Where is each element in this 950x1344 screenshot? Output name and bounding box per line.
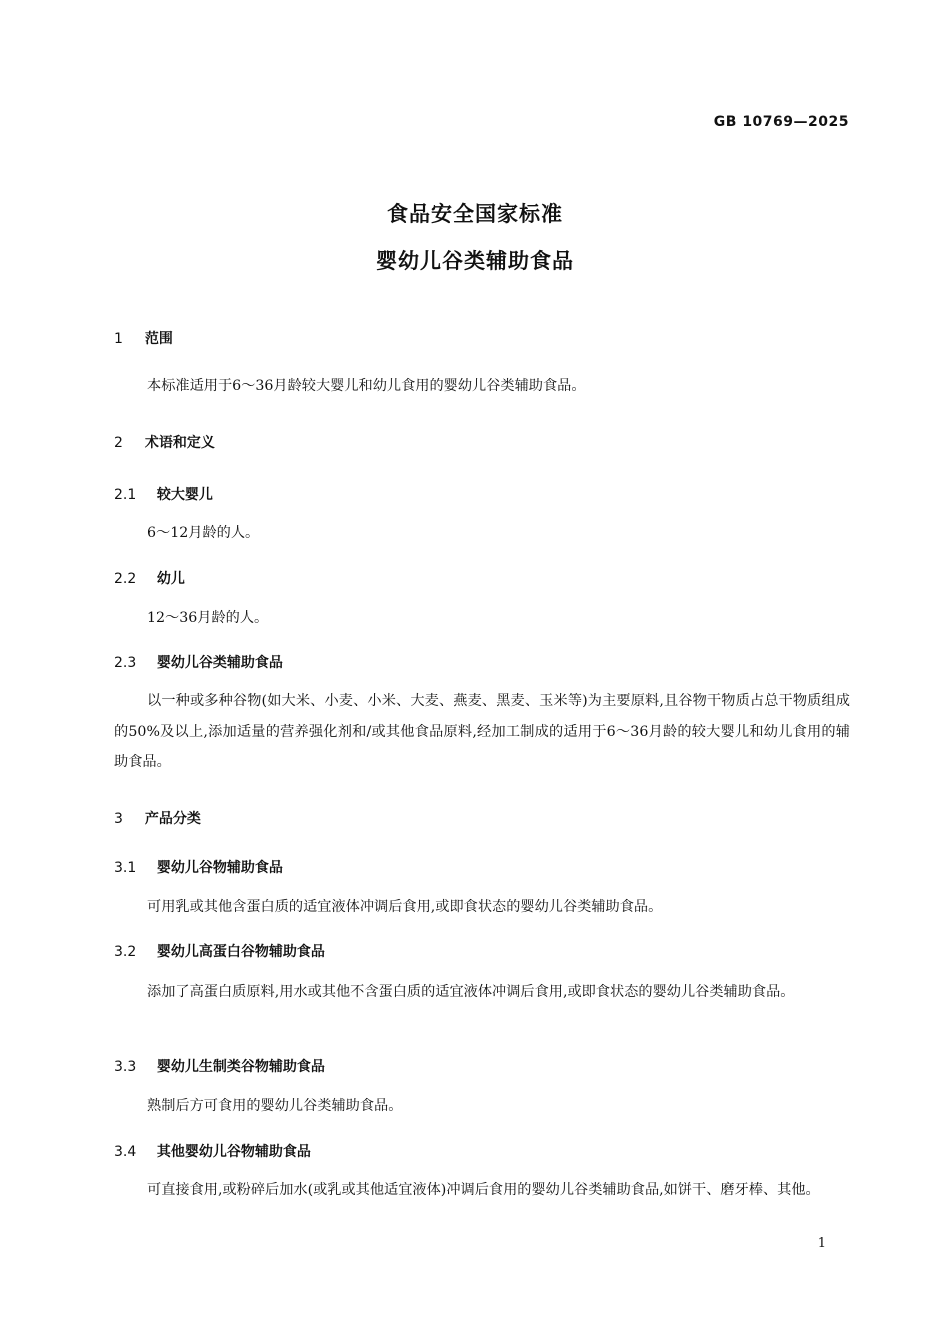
- section-heading-1: [114, 328, 173, 348]
- paragraph-3-1: 可用乳或其他含蛋白质的适宜液体冲调后食用,或即食状态的婴幼儿谷类辅助食品。: [147, 899, 663, 915]
- paragraph-scope: 本标准适用于6～36月龄较大婴儿和幼儿食用的婴幼儿谷类辅助食品。: [147, 378, 586, 394]
- paragraph-2-1: 6～12月龄的人。: [147, 525, 260, 541]
- paragraph-3-4: 可直接食用,或粉碎后加水(或乳或其他适宜液体)冲调后食用的婴幼儿谷类辅助食品,如饼干、磨牙棒、其他。: [147, 1182, 820, 1198]
- section-title: 产品分类: [144, 811, 201, 827]
- section-number: 2.3: [114, 655, 137, 671]
- section-number: 2: [114, 435, 123, 451]
- document-title-line2: 婴幼儿谷类辅助食品: [376, 249, 574, 273]
- paragraph-3-3: 熟制后方可食用的婴幼儿谷类辅助食品。: [147, 1098, 403, 1114]
- section-number: 3.4: [114, 1144, 137, 1160]
- section-heading-3-3: [114, 1056, 325, 1076]
- document-title-line1: 食品安全国家标准: [387, 202, 563, 226]
- section-title: 范围: [144, 331, 173, 347]
- section-title: 较大婴儿: [156, 487, 213, 503]
- section-heading-3-4: [114, 1141, 311, 1161]
- paragraph-2-2: 12～36月龄的人。: [147, 610, 269, 626]
- section-number: 3: [114, 811, 123, 827]
- section-number: 2.1: [114, 487, 137, 503]
- paragraph-2-3: 以一种或多种谷物(如大米、小麦、小米、大麦、燕麦、黑麦、玉米等)为主要原料,且谷物干物质占总干物质组成的50%及以上,添加适量的营养强化剂和/或其他食品原料,经加工制成的适用于6～36月龄的较大婴儿和幼儿食用的辅助食品。: [114, 693, 850, 770]
- section-title: 婴幼儿谷物辅助食品: [156, 860, 283, 876]
- section-title: 婴幼儿生制类谷物辅助食品: [156, 1059, 325, 1075]
- section-heading-3-1: [114, 857, 283, 877]
- section-title: 婴幼儿谷类辅助食品: [156, 655, 283, 671]
- section-number: 2.2: [114, 571, 137, 587]
- section-heading-3-2: [114, 941, 325, 961]
- page-number: 1: [817, 1236, 826, 1251]
- section-heading-2-1: [114, 484, 213, 504]
- section-heading-3: [114, 808, 201, 828]
- section-heading-2-3: [114, 652, 283, 672]
- section-number: 3.2: [114, 944, 137, 960]
- section-title: 术语和定义: [144, 435, 215, 451]
- section-title: 其他婴幼儿谷物辅助食品: [156, 1144, 311, 1160]
- section-title: 幼儿: [156, 571, 185, 587]
- section-number: 3.3: [114, 1059, 137, 1075]
- section-heading-2-2: [114, 568, 185, 588]
- paragraph-3-2: 添加了高蛋白质原料,用水或其他不含蛋白质的适宜液体冲调后食用,或即食状态的婴幼儿谷类辅助食品。: [147, 984, 795, 1000]
- section-number: 3.1: [114, 860, 137, 876]
- standard-number: GB 10769—2025: [713, 114, 849, 130]
- section-title: 婴幼儿高蛋白谷物辅助食品: [156, 944, 325, 960]
- section-number: 1: [114, 331, 123, 347]
- section-heading-2: [114, 432, 215, 452]
